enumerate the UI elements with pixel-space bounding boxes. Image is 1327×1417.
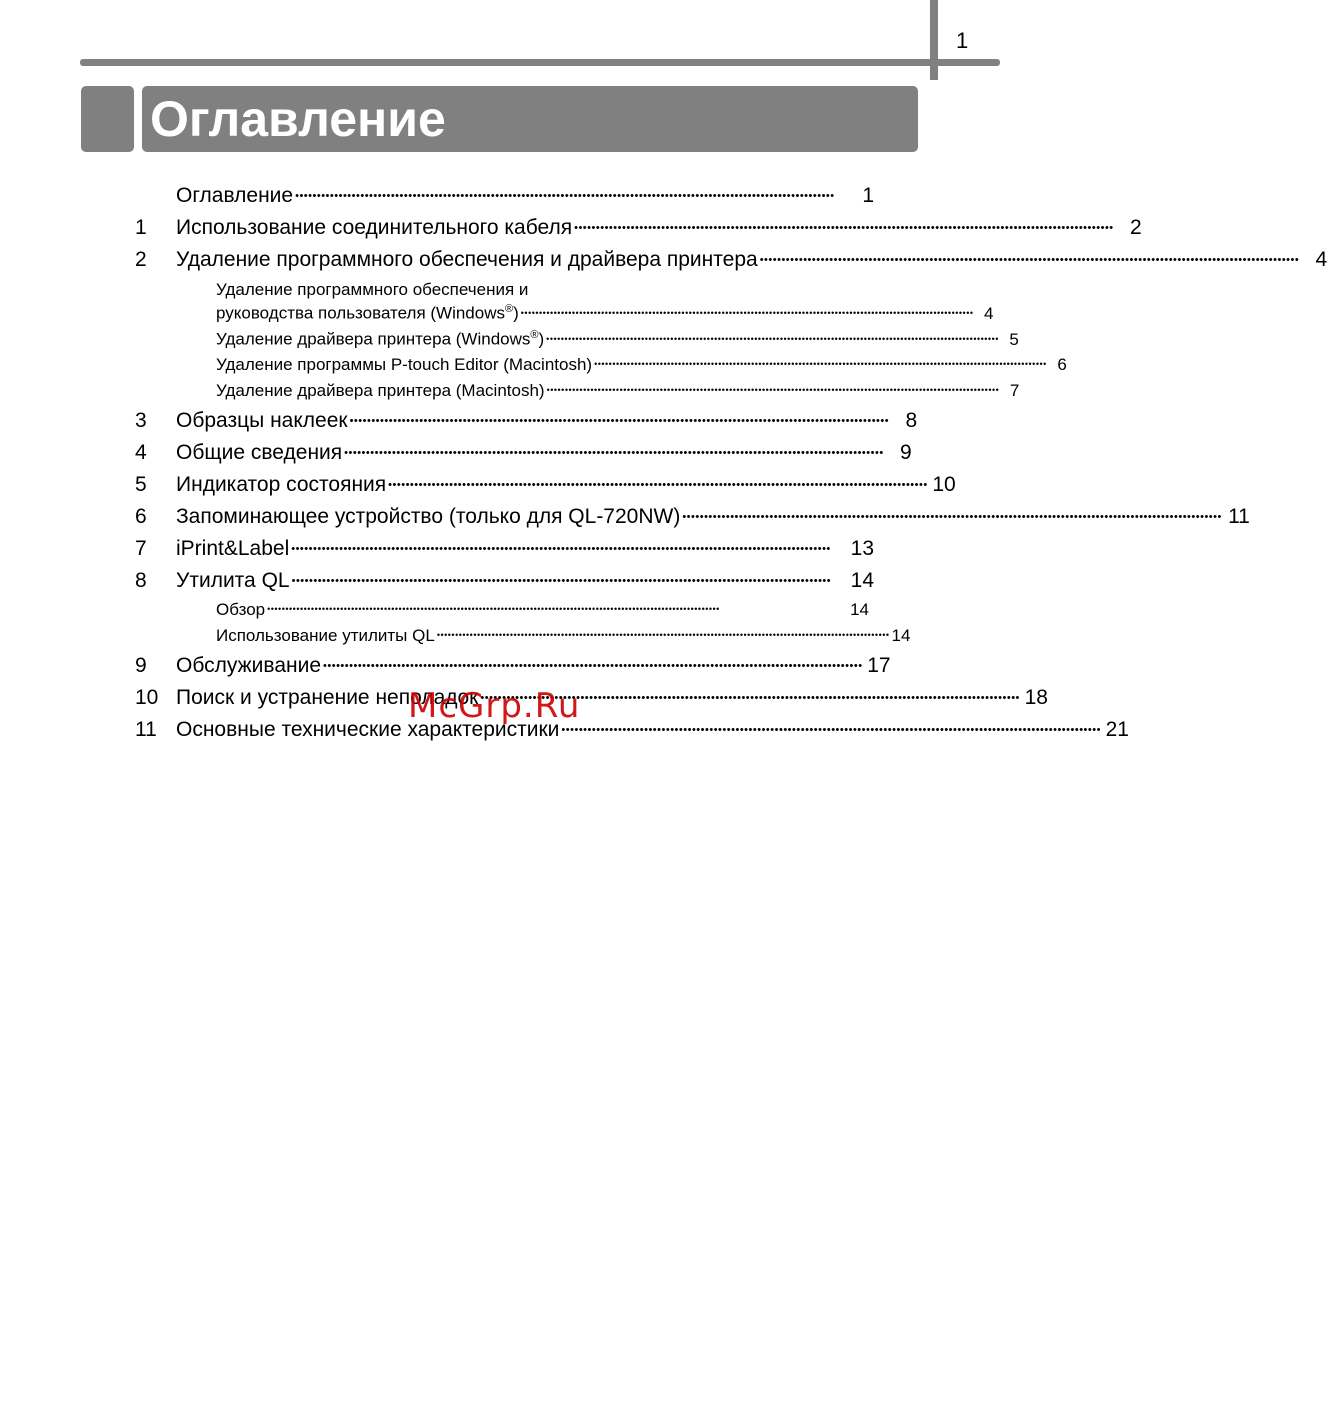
toc-entry-text: iPrint&Label	[176, 537, 290, 560]
toc-entry-page: 4	[1315, 248, 1327, 271]
leader-dots: ••••••••••••••••••••••••••••••••••••••••••••••••••••••••••••••••••••••••••••••••••••••••••••••••••••••••••••••••••••••••••••	[295, 190, 835, 202]
toc-entry-text: Обслуживание	[176, 654, 322, 677]
page-corner-vertical-rule	[930, 0, 938, 80]
toc-entry-number: 8	[135, 569, 147, 592]
title-banner	[142, 86, 918, 152]
toc-entry-text: Оглавление	[176, 184, 294, 207]
leader-dots: ••••••••••••••••••••••••••••••••••••••••••••••••••••••••••••••••••••••••••••••••••••••••••••••••••••••••••••••••••••••••••••	[520, 307, 974, 318]
toc-entry-number: 3	[135, 409, 147, 432]
toc-entry-page: 2	[1129, 216, 1142, 239]
toc-entry-text: Индикатор состояния	[176, 473, 387, 496]
leader-dots: ••••••••••••••••••••••••••••••••••••••••••••••••••••••••••••••••••••••••••••••••••••••••••••••••••••••••••••••••••••••••••••	[267, 604, 720, 614]
toc-entry-number: 5	[135, 473, 147, 496]
toc-entry-number: 7	[135, 537, 147, 560]
leader-dots: ••••••••••••••••••••••••••••••••••••••••••••••••••••••••••••••••••••••••••••••••••••••••••••••••••••••••••••••••••••••••••••	[436, 630, 890, 640]
toc-entry-page: 14	[850, 600, 869, 619]
toc-entry-page: 13	[850, 537, 874, 560]
leader-dots: ••••••••••••••••••••••••••••••••••••••••••••••••••••••••••••••••••••••••••••••••••••••••••••••••••••••••••••••••••••••••••••	[291, 543, 831, 555]
toc-entry-page: 6	[1057, 355, 1067, 374]
toc-entry-number: 11	[135, 718, 157, 741]
toc-entry-number: 1	[135, 216, 147, 239]
watermark: McGrp.Ru	[408, 686, 581, 726]
toc-entry-page: 18	[1024, 686, 1048, 709]
chapter-tab	[81, 86, 134, 152]
leader-dots: ••••••••••••••••••••••••••••••••••••••••••••••••••••••••••••••••••••••••••••••••••••••••••••••••••••••••••••••••••••••••••••	[594, 359, 1047, 369]
toc-entry-page: 8	[905, 409, 918, 432]
toc-entry-text: Обзор	[216, 600, 266, 619]
toc-entry-text: Удаление драйвера принтера (Windows®)	[216, 329, 545, 349]
toc-entry-text: Удаление драйвера принтера (Macintosh)	[216, 381, 545, 400]
page-number: 1	[956, 28, 969, 53]
toc-entry-page: 14	[891, 626, 911, 645]
toc-entry-page: 1	[862, 184, 874, 207]
leader-dots: ••••••••••••••••••••••••••••••••••••••••••••••••••••••••••••••••••••••••••••••••••••••••••••••••••••••••••••••••••••••••••••	[480, 692, 1020, 704]
toc-entry-page: 21	[1105, 718, 1129, 741]
leader-dots: ••••••••••••••••••••••••••••••••••••••••••••••••••••••••••••••••••••••••••••••••••••••••••••••••••••••••••••••••••••••••••••	[682, 511, 1222, 523]
leader-dots: ••••••••••••••••••••••••••••••••••••••••••••••••••••••••••••••••••••••••••••••••••••••••••••••••••••••••••••••••••••••••••••	[388, 479, 928, 491]
toc-entry-page: 9	[900, 441, 912, 464]
toc-entry-number: 9	[135, 654, 147, 677]
toc-entry-text-line1: Удаление программного обеспечения и	[216, 280, 529, 299]
toc-entry-page: 4	[984, 303, 994, 323]
toc-entry-text: Утилита QL	[176, 569, 290, 592]
page-header-rule	[80, 59, 1000, 66]
toc-entry-text: Основные технические характеристики	[176, 718, 560, 741]
toc-entry-text: Запоминающее устройство (только для QL-720NW)	[176, 505, 681, 528]
toc-entry-page: 17	[867, 654, 891, 677]
toc-entry-text: Удаление программы P-touch Editor (Macintosh)	[216, 355, 593, 374]
toc-entry-number: 2	[135, 248, 147, 271]
leader-dots: ••••••••••••••••••••••••••••••••••••••••••••••••••••••••••••••••••••••••••••••••••••••••••••••••••••••••••••••••••••••••••••	[561, 724, 1101, 736]
leader-dots: ••••••••••••••••••••••••••••••••••••••••••••••••••••••••••••••••••••••••••••••••••••••••••••••••••••••••••••••••••••••••••••	[349, 415, 890, 427]
toc-entry-page: 14	[850, 569, 874, 592]
toc-entry-text: Поиск и устранение неполадок	[176, 686, 479, 709]
toc-entry-text: Удаление программного обеспечения и драйвера принтера	[176, 248, 758, 271]
page-title: Оглавление	[150, 91, 446, 147]
toc-entry-page: 11	[1228, 505, 1250, 528]
toc-entry-number: 4	[135, 441, 147, 464]
toc-entry-text: Использование соединительного кабеля	[176, 216, 573, 239]
toc-entry-text: Общие сведения	[176, 441, 343, 464]
leader-dots: ••••••••••••••••••••••••••••••••••••••••••••••••••••••••••••••••••••••••••••••••••••••••••••••••••••••••••••••••••••••••••••	[759, 254, 1300, 266]
leader-dots: ••••••••••••••••••••••••••••••••••••••••••••••••••••••••••••••••••••••••••••••••••••••••••••••••••••••••••••••••••••••••••••	[291, 575, 832, 587]
leader-dots: ••••••••••••••••••••••••••••••••••••••••••••••••••••••••••••••••••••••••••••••••••••••••••••••••••••••••••••••••••••••••••••	[323, 660, 863, 672]
toc-entry-text-line2: руководства пользователя (Windows®)	[216, 303, 519, 323]
toc-entry-text: Использование утилиты QL	[216, 626, 435, 645]
toc-entry-page: 7	[1009, 381, 1020, 400]
toc-entry-number: 6	[135, 505, 147, 528]
toc-entry-page: 5	[1009, 329, 1019, 349]
leader-dots: ••••••••••••••••••••••••••••••••••••••••••••••••••••••••••••••••••••••••••••••••••••••••••••••••••••••••••••••••••••••••••••	[546, 385, 1000, 395]
toc-entry-page: 10	[932, 473, 956, 496]
leader-dots: ••••••••••••••••••••••••••••••••••••••••••••••••••••••••••••••••••••••••••••••••••••••••••••••••••••••••••••••••••••••••••••	[546, 333, 999, 344]
leader-dots: ••••••••••••••••••••••••••••••••••••••••••••••••••••••••••••••••••••••••••••••••••••••••••••••••••••••••••••••••••••••••••••	[344, 447, 884, 459]
toc-entry-text: Образцы наклеек	[176, 409, 348, 432]
toc-entry-number: 10	[135, 686, 159, 709]
leader-dots: ••••••••••••••••••••••••••••••••••••••••••••••••••••••••••••••••••••••••••••••••••••••••••••••••••••••••••••••••••••••••••••	[574, 222, 1114, 234]
